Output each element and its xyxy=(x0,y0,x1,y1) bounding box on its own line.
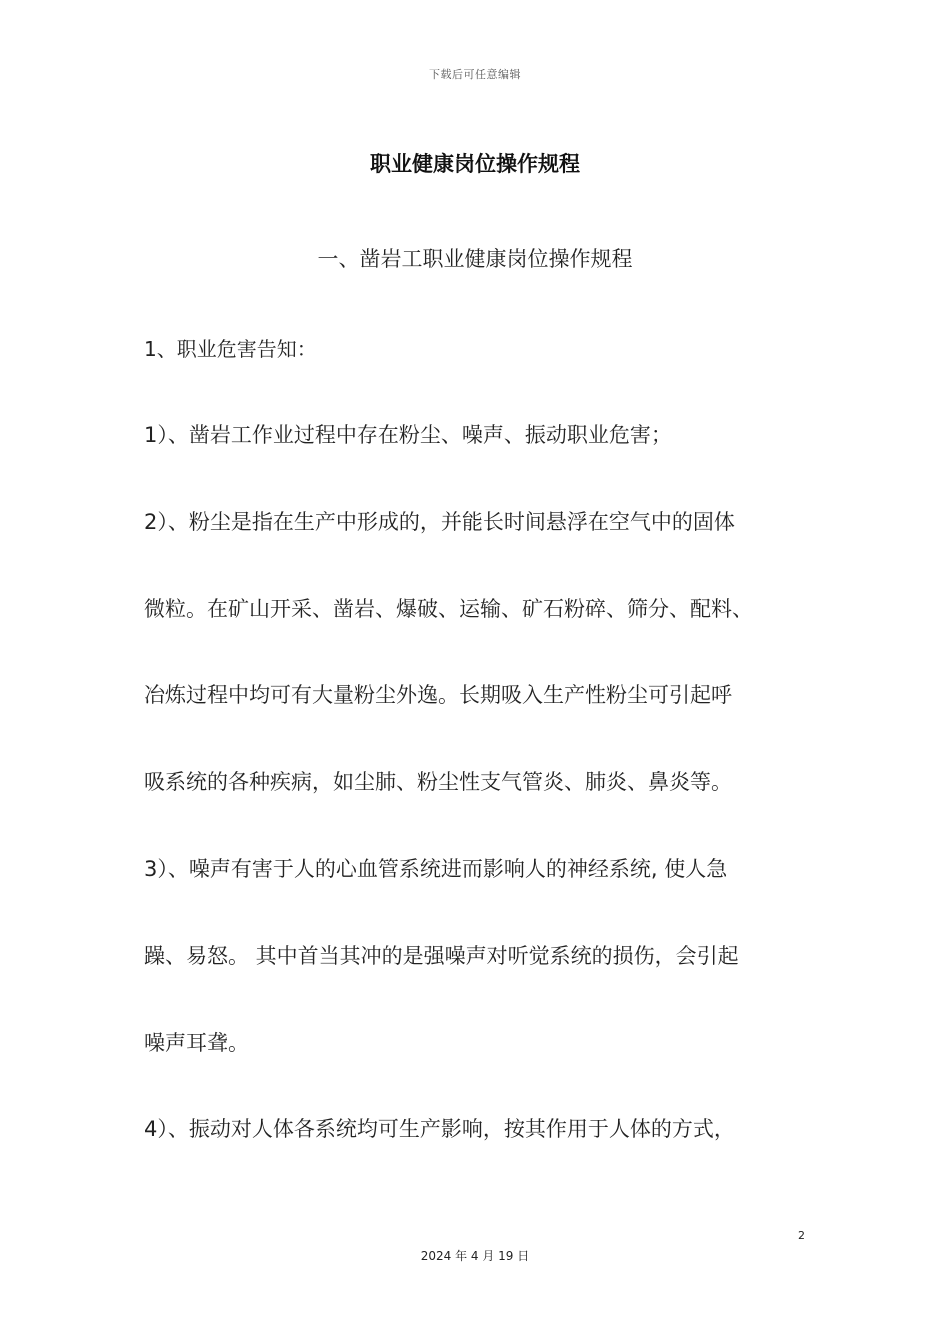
text-line-5: 冶炼过程中均可有大量粉尘外逸。长期吸入生产性粉尘可引起呼 xyxy=(144,683,732,707)
text-line-3: 2）、粉尘是指在生产中形成的，并能长时间悬浮在空气中的固体 xyxy=(144,510,735,534)
text-line-7: 3）、噪声有害于人的心血管系统进而影响人的神经系统, 使人急 xyxy=(144,857,728,881)
header-note: 下载后可任意编辑 xyxy=(429,68,521,81)
text-line-8: 躁、易怒。 其中首当其冲的是强噪声对听觉系统的损伤，会引起 xyxy=(144,944,739,968)
footer-date: 2024 年 4 月 19 日 xyxy=(420,1249,530,1263)
text-line-2: 1）、凿岩工作业过程中存在粉尘、噪声、振动职业危害； xyxy=(144,423,672,447)
document-title: 职业健康岗位操作规程 xyxy=(370,152,580,176)
section-title: 一、凿岩工职业健康岗位操作规程 xyxy=(317,247,633,271)
text-line-4: 微粒。在矿山开采、凿岩、爆破、运输、矿石粉碎、筛分、配料、 xyxy=(144,597,753,621)
text-line-6: 吸系统的各种疾病，如尘肺、粉尘性支气管炎、肺炎、鼻炎等。 xyxy=(144,770,732,794)
text-line-1: 1、职业危害告知： xyxy=(144,337,317,361)
text-line-9: 噪声耳聋。 xyxy=(144,1031,249,1055)
page-number: 2 xyxy=(798,1229,805,1242)
text-line-10: 4）、振动对人体各系统均可生产影响，按其作用于人体的方式， xyxy=(144,1117,735,1141)
